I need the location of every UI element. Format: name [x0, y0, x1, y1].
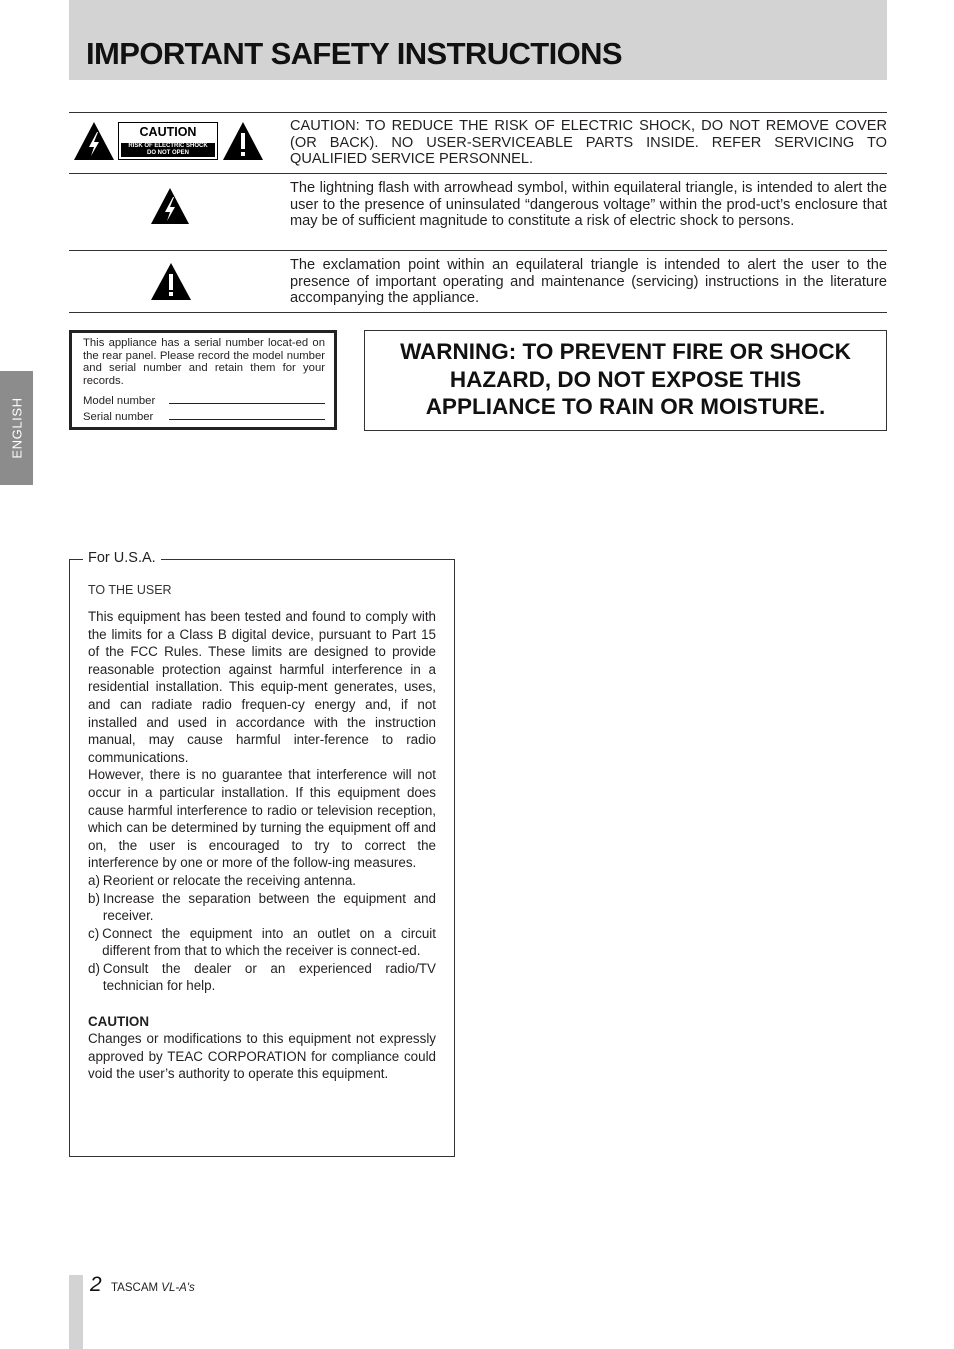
- usa-notice-body: [88, 608, 436, 1083]
- serial-number-line: [83, 411, 325, 423]
- serial-number-label: Serial number: [83, 411, 156, 423]
- list-marker: a): [88, 872, 100, 888]
- caution-label-title: CAUTION: [139, 125, 197, 139]
- divider: [69, 312, 887, 313]
- exclamation-symbol-text: The exclamation point within an equilateral triangle is intended to alert the user to the presence of important operating and maintenance (servicing) instructions in the literature accompanying the appliance.: [290, 257, 887, 306]
- divider: [69, 173, 887, 174]
- list-item-text: Consult the dealer or an experienced radio/TV technician for help.: [102, 960, 436, 994]
- warning-line-2: HAZARD, DO NOT EXPOSE THIS: [449, 366, 802, 392]
- list-item: [88, 872, 436, 890]
- usa-notice-subheading: TO THE USER: [88, 583, 172, 597]
- page-title: IMPORTANT SAFETY INSTRUCTIONS: [86, 36, 623, 71]
- footer-bar: [69, 1275, 83, 1349]
- model-number-blank: [169, 403, 325, 404]
- usa-notice-legend: For U.S.A.: [83, 549, 161, 567]
- warning-line-1: WARNING: TO PREVENT FIRE OR SHOCK: [400, 339, 851, 364]
- footer-model: VL-A's: [161, 1282, 195, 1294]
- list-item: [88, 890, 436, 925]
- list-marker: b): [88, 890, 100, 906]
- title-bar: [69, 0, 887, 80]
- lightning-symbol-text: The lightning flash with arrowhead symbol, within equilateral triangle, is intended to alert the user to the presence of uninsulated “dangerous voltage” within the prod-uct’s enclosure that may be of sufficient magnitude to constitute a risk of electric shock to persons.: [290, 180, 887, 229]
- lightning-triangle-icon: [72, 120, 116, 162]
- model-number-label: Model number: [83, 395, 158, 407]
- list-marker: c): [88, 925, 100, 941]
- caution-text: CAUTION: TO REDUCE THE RISK OF ELECTRIC SHOCK, DO NOT REMOVE COVER (OR BACK). NO USER-SERVICEABLE PARTS INSIDE. REFER SERVICING TO QUALIFIED SERVICE PERSONNEL.: [290, 118, 887, 167]
- caution-paragraph: Changes or modifications to this equipment not expressly approved by TEAC CORPORATION for compliance could void the user’s authority to operate this equipment.: [88, 1031, 436, 1082]
- fcc-paragraph-2: However, there is no guarantee that interference will not occur in a particular installation. If this equipment does cause harmful interference to radio or television reception, which can be determined by turning the equipment off and on, the user is encouraged to try to correct the interference by one or more of the follow-ing measures.: [88, 767, 436, 871]
- footer-product: [111, 1282, 195, 1294]
- list-item-text: Reorient or relocate the receiving antenna.: [102, 872, 357, 888]
- caution-label-subtitle: [121, 143, 215, 157]
- warning-text: [365, 338, 886, 421]
- list-item: [88, 925, 436, 960]
- list-item: [88, 960, 436, 995]
- serial-number-blank: [169, 419, 325, 420]
- warning-box: [364, 330, 887, 431]
- warning-line-3: APPLIANCE TO RAIN OR MOISTURE.: [425, 394, 826, 419]
- lightning-triangle-icon: [149, 186, 191, 226]
- list-item-text: Increase the separation between the equipment and receiver.: [102, 890, 436, 924]
- caution-label-subtitle-line1: RISK OF ELECTRIC SHOCK: [128, 143, 208, 149]
- footer-brand: TASCAM: [111, 1282, 159, 1294]
- fcc-paragraph-1: This equipment has been tested and found to comply with the limits for a Class B digital device, pursuant to Part 15 of the FCC Rules. These limits are designed to provide reasonable protection against harmful interference in a residential installation. This equip-ment generates, uses, and can radiate radio frequen-cy energy and, if not installed and used in accordance with the instruction manual, may cause harmful inter-ference to radio communications.: [88, 609, 436, 765]
- exclamation-triangle-icon: [149, 261, 193, 302]
- divider: [69, 250, 887, 251]
- serial-number-box: [69, 330, 337, 430]
- model-number-line: [83, 395, 325, 407]
- exclamation-triangle-icon: [221, 120, 265, 162]
- list-item-text: Connect the equipment into an outlet on a circuit different from that to which the receiver is connect-ed.: [102, 925, 436, 959]
- caution-label: [118, 122, 218, 160]
- divider: [69, 112, 887, 113]
- serial-number-note: This appliance has a serial number locat-ed on the rear panel. Please record the model number and serial number and retain them for your records.: [83, 337, 325, 387]
- language-tab-label: ENGLISH: [9, 397, 24, 459]
- caution-heading: CAUTION: [88, 1013, 149, 1029]
- caution-label-subtitle-line2: DO NOT OPEN: [146, 150, 189, 156]
- language-tab: [0, 371, 33, 485]
- page-number: 2: [90, 1273, 102, 1296]
- list-marker: d): [88, 960, 100, 976]
